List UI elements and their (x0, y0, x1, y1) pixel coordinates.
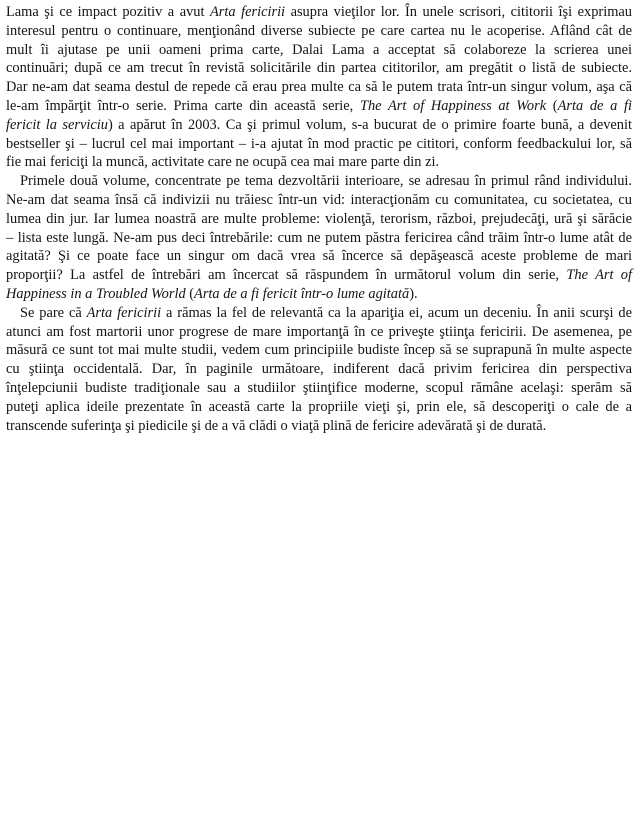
text-run: asupra vieţilor lor. În unele scrisori, cititorii îşi exprimau (285, 4, 632, 20)
text-line: – lista este lungă. Ne-am pus deci întrebările: cum ne putem păstra fericirea când trăim într-o lume atât de (6, 229, 632, 246)
text-line (6, 266, 632, 285)
text-line: măsură ce sunt tot mai multe studii, vedem cum principiile budiste încep să se suprapună în multe aspecte (6, 342, 632, 359)
text-line: agitată? Şi ce poate face un singur om dacă vrea să încerce să depăşească aceste probleme de mari (6, 248, 632, 265)
text-line: Dar ne-am dat seama destul de repede că erau prea multe ca să le putem trata într-un singur volum, aşa că (6, 79, 632, 96)
text-line: puteţi aplica ideile prezentate în această carte la propriile vieţi şi, prin ele, să descoperiţi o cale de a (6, 398, 632, 415)
paragraph-2 (6, 172, 632, 304)
text-line: atunci am fost martorii unor progrese de mare importanţă în ce priveşte ştiinţa fericirii. De asemenea, pe (6, 323, 632, 340)
text-line: înţelepciunii budiste tradiţionale sau a studiilor ştiinţifice moderne, scopul rămâne acelaşi: sperăm să (6, 379, 632, 396)
book-title-italic: fericit la serviciu (6, 116, 108, 133)
text-line: Primele două volume, concentrate pe tema dezvoltării interioare, se adresau în primul rând individului. (20, 173, 632, 190)
document-page (6, 3, 632, 435)
text-line: continuări; după ce am trecut în revistă solicitările din partea cititorilor, am pregătit o listă de subiecte. (6, 60, 632, 77)
text-line: bestseller şi – lucrul cel mai important – i-a ajutat în mod practic pe cititori, conform feedbackului lor, să (6, 135, 632, 152)
book-title-italic: Arta fericirii (210, 4, 286, 20)
book-title-italic: Happiness in a Troubled World (6, 285, 186, 302)
text-line: transcende suferinţa şi piedicile şi de a vă clădi o viaţă plină de fericire adevărată şi de durată. (6, 417, 547, 434)
book-title-italic: The Art of Happiness at Work (359, 97, 547, 114)
text-run: ( (546, 97, 558, 114)
text-run: le-am împărţit într-o serie. Prima carte din această serie, (6, 97, 360, 114)
text-line: lumea din jur. Iar lumea noastră are multe probleme: violenţă, terorism, război, prejudecăţi, ură şi sărăcie (6, 210, 632, 227)
paragraph-3 (6, 304, 632, 436)
text-line: mult îi ajutase pe unii oameni prima carte, Dalai Lama a acceptat să colaboreze la scrierea unei (6, 41, 632, 58)
text-line (6, 304, 632, 323)
text-run: ( (185, 285, 195, 302)
text-line: interesul pentru o continuare, menţionând diverse subiecte pe care cartea nu le acoperise. Aflând cât de (6, 22, 632, 39)
text-run: proporţii? La astfel de întrebări am încercat să răspundem în următorul volum din serie, (6, 267, 567, 284)
book-title-italic: The Art of (566, 267, 632, 284)
text-run: ). (409, 285, 418, 302)
text-run: Se pare că (20, 304, 87, 321)
text-line: Ne-am dat seama însă că indivizii nu trăiesc într-un vid: interacţionăm cu comunitatea, cu societatea, cu (6, 191, 632, 208)
text-run: Lama şi ce impact pozitiv a avut (6, 4, 210, 20)
text-run: ) a apărut în 2003. Ca şi primul volum, s-a bucurat de o primire foarte bună, a devenit (107, 116, 632, 133)
book-title-italic: Arta fericirii (86, 304, 162, 321)
book-title-italic: Arta de a fi fericit într-o lume agitată (194, 285, 410, 302)
text-line (6, 116, 632, 135)
text-line: fie mai fericiţi la muncă, activitate care ne ocupă cea mai mare parte din zi. (6, 154, 440, 171)
book-title-italic: Arta de a fi (557, 97, 632, 114)
text-line: cu ştiinţa occidentală. Dar, în paginile următoare, indiferent dacă privim fericirea din perspectiva (6, 361, 632, 378)
text-run: a rămas la fel de relevantă ca la apariţia ei, acum un deceniu. În anii scurşi de (161, 304, 632, 321)
text-line (6, 97, 632, 116)
text-line (6, 285, 632, 304)
paragraph-1 (6, 3, 632, 172)
text-line (6, 3, 632, 22)
